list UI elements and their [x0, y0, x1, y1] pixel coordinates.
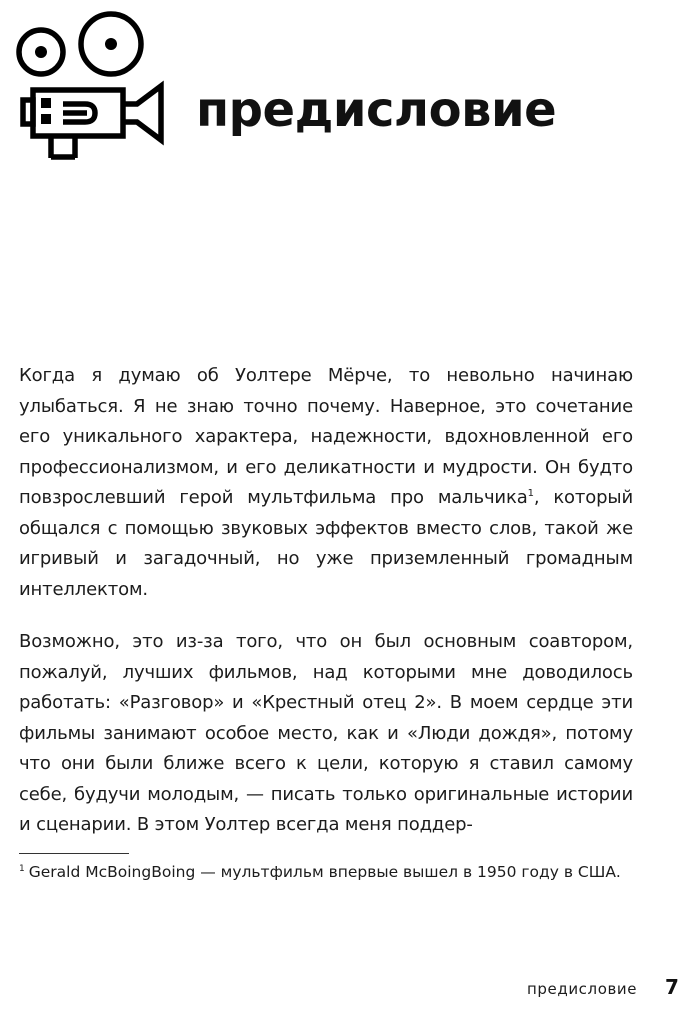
footnote — [19, 860, 633, 885]
film-camera-icon — [15, 10, 170, 162]
footnote-divider — [19, 853, 129, 854]
footnote-text: Gerald McBoingBoing — мультфильм впервые вышел в 1950 году в США. — [28, 863, 621, 881]
page-number: 7 — [665, 975, 679, 999]
paragraph-1 — [19, 361, 633, 605]
chapter-title: предисловие — [196, 82, 557, 138]
paragraph-1-text: Когда я думаю об Уолтере Мёрче, то невольно начинаю улыбаться. Я не знаю точно почему. Наверное, это сочетание его уникального характера, надежности, вдохновленной его профессионализмом, и его деликатности и мудрости. Он будто повзрослевший герой мультфильма про мальчика — [19, 365, 633, 508]
paragraph-2: Возможно, это из-за того, что он был основным соавтором, пожалуй, лучших фильмов, над которыми мне доводилось работать: «Разговор» и «Крестный отец 2». В моем сердце эти фильмы занимают особое место, как и «Люди дождя», потому что они были ближе всего к цели, которую я ставил самому себе, будучи молодым, — писать только оригинальные истории и сценарии. В этом Уолтер всегда меня поддер- — [19, 631, 633, 835]
running-head: предисловие — [527, 980, 638, 998]
paragraph-1-tail: , который общался с помощью звуковых эффектов вместо слов, такой же игривый и загадочный, но уже приземленный громадным интеллектом. — [19, 487, 633, 600]
footnote-marker: 1 — [19, 864, 25, 874]
footnote-reference[interactable]: 1 — [527, 488, 534, 499]
